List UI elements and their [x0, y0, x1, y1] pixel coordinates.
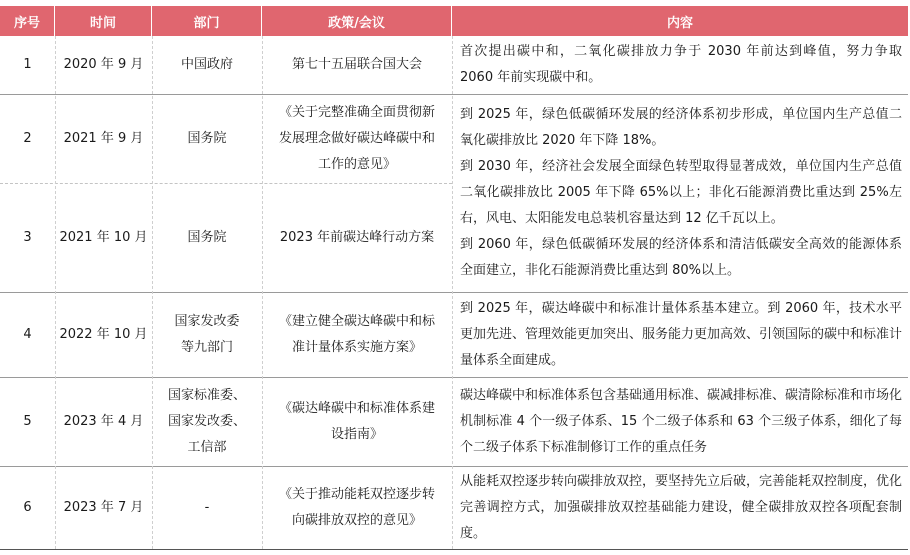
header-policy: 政策/会议 [262, 6, 452, 36]
table-cell-index: 3 [23, 229, 32, 245]
table-cell-index: 2 [23, 130, 32, 146]
table-cell-policy: 2023 年前碳达峰行动方案 [279, 229, 435, 245]
header-index: 序号 [0, 6, 55, 36]
table-cell-index: 6 [23, 499, 32, 515]
content-paragraph: 到 2060 年，绿色低碳循环发展的经济体系和清洁低碳安全高效的能源体系全面建立，非化石能源消费比重达到 80%以上。 [460, 237, 902, 278]
table-header [0, 6, 908, 36]
table-cell-time: 2023 年 4 月 [63, 413, 144, 429]
content-paragraph: 到 2030 年，经济社会发展全面绿色转型取得显著成效，单位国内生产总值二氧化碳排放比 2005 年下降 65%以上；非化石能源消费比重达到 25%左右，风电、太阳能发电总装机容量达到 12 亿千瓦以上。 [460, 159, 902, 226]
table-cell-index: 4 [23, 326, 32, 342]
table-cell-policy: 《关于完整准确全面贯彻新发展理念做好碳达峰碳中和工作的意见》 [278, 104, 435, 172]
table-cell-time: 2021 年 9 月 [63, 130, 144, 146]
table-cell-content: 首次提出碳中和，二氧化碳排放力争于 2030 年前达到峰值，努力争取 2060 年前实现碳中和。 [460, 44, 902, 85]
table-bottom-border [0, 549, 908, 550]
table-cell-policy: 第七十五届联合国大会 [291, 57, 422, 72]
table-cell-time: 2022 年 10 月 [59, 326, 148, 342]
table-cell-content-merged [452, 94, 908, 292]
table-cell-department: 国务院 [187, 130, 227, 146]
table-cell-policy: 《建立健全碳达峰碳中和标准计量体系实施方案》 [278, 313, 435, 355]
table-cell-department: 国务院 [187, 229, 227, 245]
table-cell-content: 从能耗双控逐步转向碳排放双控，要坚持先立后破，完善能耗双控制度，优化完善调控方式，加强碳排放双控基础能力建设，健全碳排放双控各项配套制度。 [460, 473, 903, 541]
table-cell-time: 2023 年 7 月 [63, 499, 144, 515]
table-cell-time: 2020 年 9 月 [63, 57, 144, 72]
table-cell-content: 碳达峰碳中和标准体系包含基础通用标准、碳减排标准、碳清除标准和市场化机制标准 4 个一级子体系、15 个二级子体系和 63 个三级子体系，细化了每个二级子体系下标准制修订工作的重点任务 [460, 387, 903, 455]
content-paragraph: 到 2025 年，绿色低碳循环发展的经济体系初步形成，单位国内生产总值二氧化碳排放比 2020 年下降 18%。 [460, 107, 902, 148]
header-content: 内容 [666, 15, 693, 31]
header-department: 部门 [152, 6, 262, 36]
table-cell-content: 到 2025 年，碳达峰碳中和标准计量体系基本建立。到 2060 年，技术水平更加先进、管理效能更加突出、服务能力更加高效、引领国际的碳中和标准计量体系全面建成。 [460, 300, 903, 368]
table-cell-index: 1 [23, 57, 32, 72]
table-cell-policy: 《碳达峰碳中和标准体系建设指南》 [278, 400, 435, 442]
table-cell-department: 中国政府 [180, 57, 233, 72]
table-cell-department: 国家标准委、国家发改委、工信部 [167, 387, 246, 455]
table-cell-department: - [204, 499, 210, 515]
header-time: 时间 [55, 6, 152, 36]
table-cell-index: 5 [23, 413, 32, 429]
table-cell-department: 国家发改委等九部门 [174, 313, 240, 355]
table-cell-policy: 《关于推动能耗双控逐步转向碳排放双控的意见》 [278, 486, 435, 528]
table-cell-time: 2021 年 10 月 [59, 229, 148, 245]
